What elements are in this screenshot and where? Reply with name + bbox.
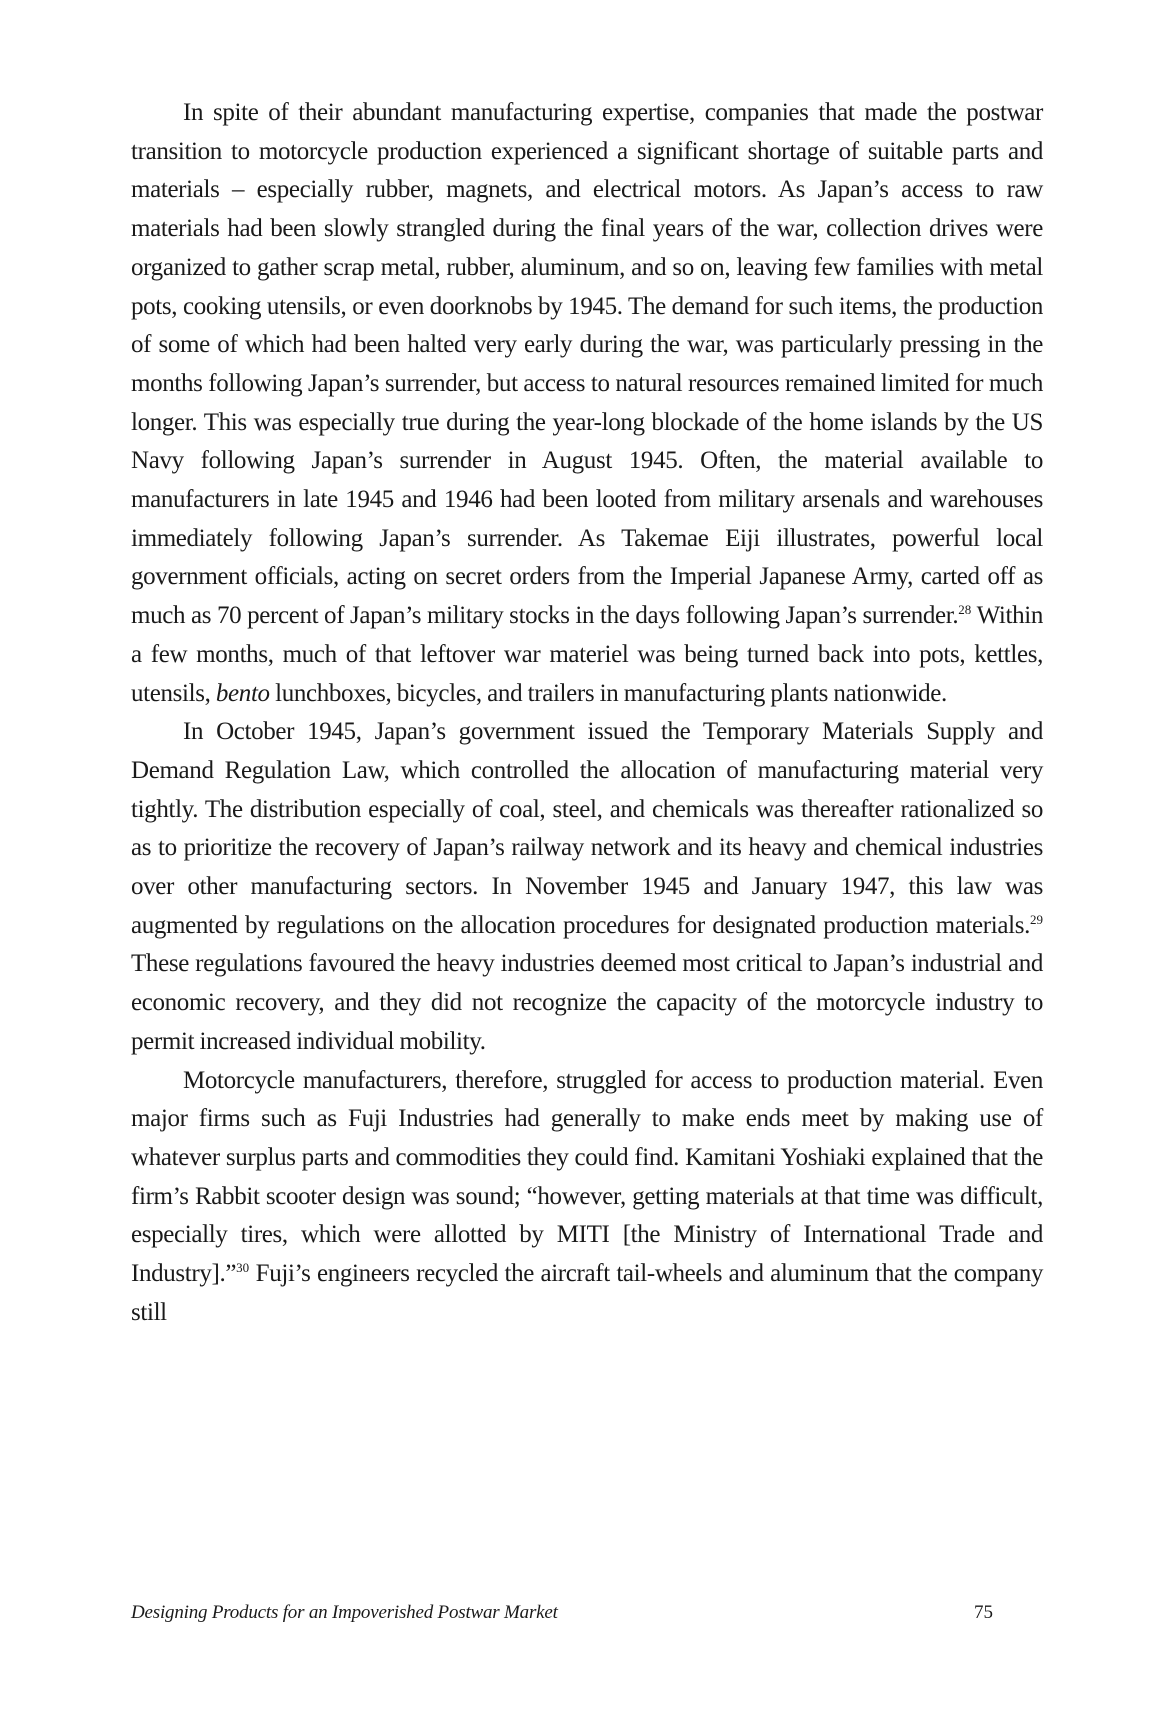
- footnote-ref-28[interactable]: 28: [958, 602, 972, 618]
- page-footer: [131, 1598, 993, 1628]
- paragraph-3: [131, 1062, 1043, 1333]
- body-text: [131, 94, 1043, 1333]
- italic-term-bento: bento: [215, 679, 270, 707]
- paragraph-text: Fuji’s engineers recycled the aircraft tail-wheels and aluminum that the company still: [131, 1260, 1043, 1326]
- paragraph-text: In October 1945, Japan’s government issued the Temporary Materials Supply and Demand Regulation Law, which controlled the allocation of manufacturing material very tightly. The distribution especially of coal, steel, and chemicals was thereafter rationalized so as to prioritize the recovery of Japan’s railway network and its heavy and chemical industries over other manufacturing sectors. In November 1945 and January 1947, this law was augmented by regulations on the allocation procedures for designated production materials.: [131, 718, 1043, 939]
- paragraph-text: These regulations favoured the heavy industries deemed most critical to Japan’s industrial and economic recovery, and they did not recognize the capacity of the motorcycle industry to permit increased individual mobility.: [131, 950, 1043, 1055]
- paragraph-text: Within a few months, much of that leftover war materiel was being turned back into pots, kettles, utensils,: [131, 602, 1044, 707]
- paragraph-text: Motorcycle manufacturers, therefore, struggled for access to production material. Even major firms such as Fuji Industries had generally to make ends meet by making use of whatever surplus parts and commodities they could find. Kamitani Yoshiaki explained that the firm’s Rabbit scooter design was sound; “however, getting materials at that time was difficult, especially tires, which were allotted by MITI [the Ministry of International Trade and Industry].”: [131, 1066, 1043, 1288]
- running-title: Designing Products for an Impoverished Postwar Market: [131, 1602, 558, 1623]
- page-number: 75: [974, 1602, 993, 1623]
- paragraph-1: [131, 94, 1043, 713]
- footnote-ref-30[interactable]: 30: [236, 1260, 250, 1276]
- paragraph-2: [131, 713, 1043, 1061]
- footnote-ref-29[interactable]: 29: [1030, 911, 1043, 927]
- paragraph-text: lunchboxes, bicycles, and trailers in manufacturing plants nationwide.: [269, 679, 947, 707]
- paragraph-text: In spite of their abundant manufacturing expertise, companies that made the postwar transition to motorcycle production experienced a significant shortage of suitable parts and materials – especially rubber, magnets, and electrical motors. As Japan’s access to raw materials had been slowly strangled during the final years of the war, collection drives were organized to gather scrap metal, rubber, aluminum, and so on, leaving few families with metal pots, cooking utensils, or even doorknobs by 1945. The demand for such items, the production of some of which had been halted very early during the war, was particularly pressing in the months following Japan’s surrender, but access to natural resources remained limited for much longer. This was especially true during the year-long blockade of the home islands by the US Navy following Japan’s surrender in August 1945. Often, the material available to manufacturers in late 1945 and 1946 had been looted from military arsenals and warehouses immediately following Japan’s surrender. As Takemae Eiji illustrates, powerful local government officials, acting on secret orders from the Imperial Japanese Army, carted off as much as 70 percent of Japan’s military stocks in the days following Japan’s surrender.: [131, 99, 1043, 630]
